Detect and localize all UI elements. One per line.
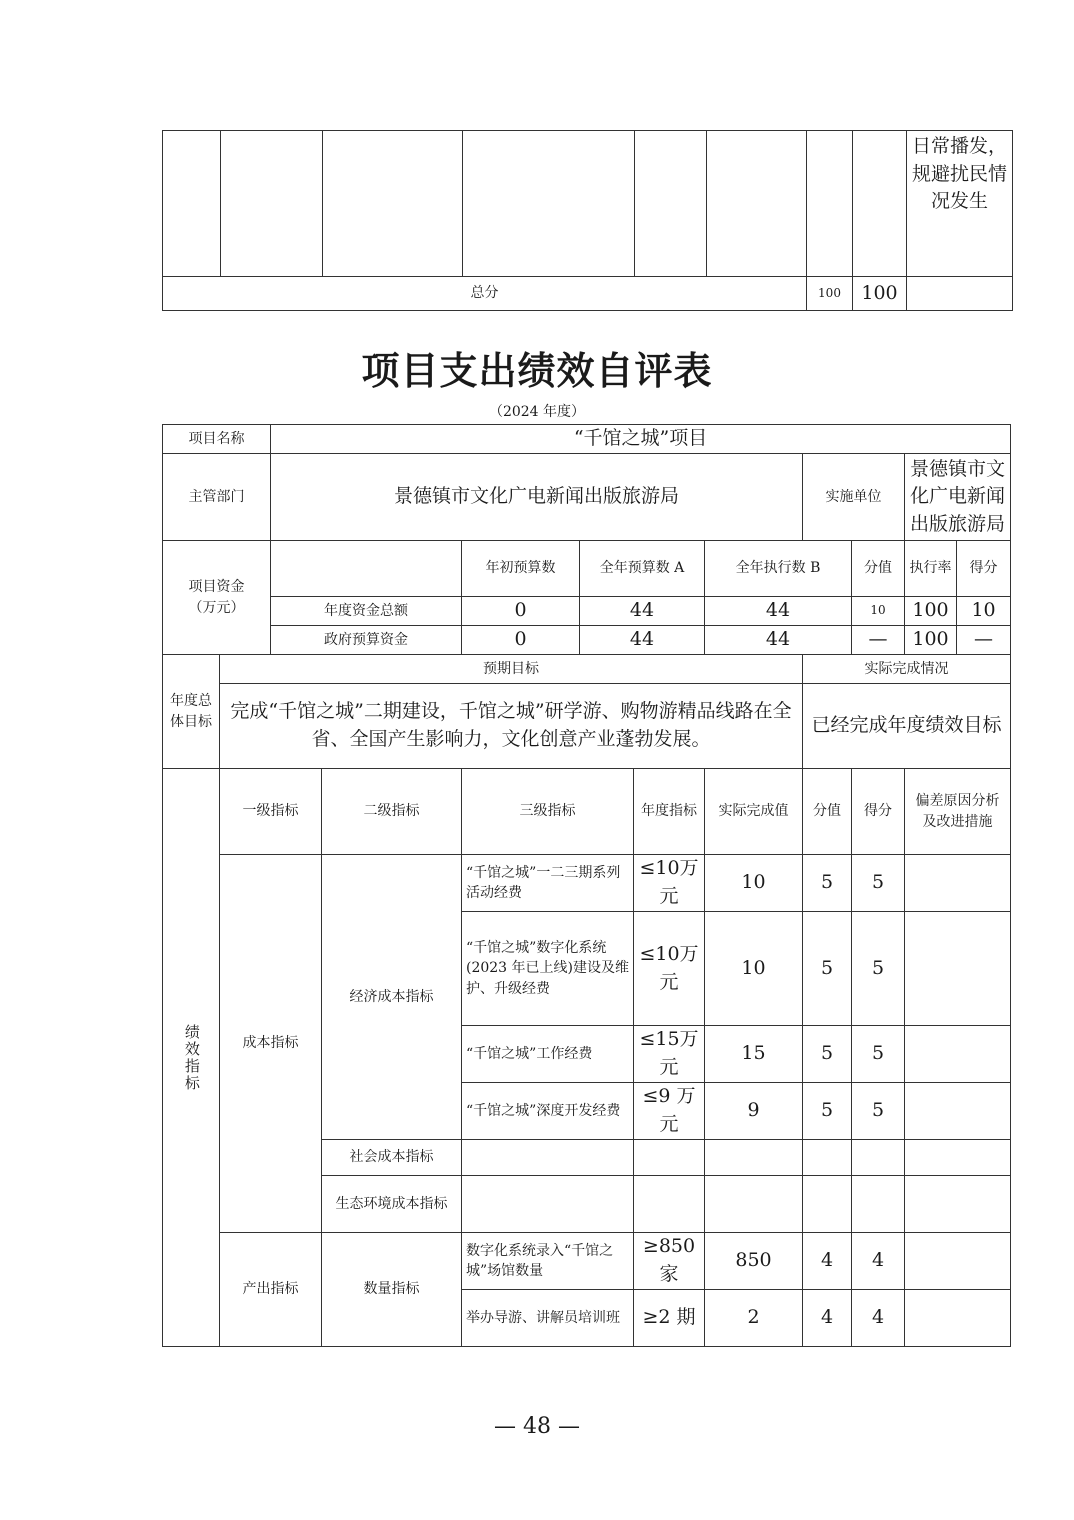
eco-cost-label: 生态环境成本指标 xyxy=(322,1176,462,1233)
indicator-target: ≥2 期 xyxy=(634,1290,705,1347)
funds-row-initial: 0 xyxy=(462,626,580,655)
quantity-indicator-label: 数量指标 xyxy=(322,1233,462,1347)
header-level3: 三级指标 xyxy=(462,769,634,855)
funds-row-score-value: 10 xyxy=(852,597,905,626)
funds-row-rate: 100 xyxy=(905,626,957,655)
indicator-actual: 10 xyxy=(705,855,803,912)
empty-cell xyxy=(907,277,1013,311)
empty-cell xyxy=(705,1140,803,1176)
empty-cell xyxy=(463,131,635,277)
indicator-actual: 850 xyxy=(705,1233,803,1290)
indicator-deviation xyxy=(905,1083,1011,1140)
funds-header-rate: 执行率 xyxy=(905,541,957,597)
indicator-target: ≤9 万元 xyxy=(634,1083,705,1140)
social-cost-label: 社会成本指标 xyxy=(322,1140,462,1176)
indicator-target: ≤10万元 xyxy=(634,855,705,912)
funds-row-executed: 44 xyxy=(705,626,852,655)
indicator-target: ≤10万元 xyxy=(634,912,705,1026)
page-title: 项目支出绩效自评表 xyxy=(361,349,713,393)
page-subtitle: （2024 年度） xyxy=(488,404,586,420)
remark-text: 日常播发，规避扰民情况发生 xyxy=(911,135,1007,213)
funds-label-line1: 项目资金 xyxy=(188,579,245,596)
output-indicator-label: 产出指标 xyxy=(220,1233,322,1347)
empty-cell xyxy=(163,131,221,277)
header-value: 分值 xyxy=(803,769,852,855)
funds-header-initial: 年初预算数 xyxy=(462,541,580,597)
previous-table-fragment xyxy=(162,130,1013,311)
header-deviation: 偏差原因分析及改进措施 xyxy=(905,769,1011,855)
total-score-value: 100 xyxy=(807,277,853,311)
indicator-value: 5 xyxy=(803,912,852,1026)
empty-cell xyxy=(852,1176,905,1233)
project-name: “千馆之城”项目 xyxy=(271,425,1011,454)
total-label: 总分 xyxy=(163,277,807,311)
dept-label: 主管部门 xyxy=(163,454,271,541)
impl-value: 景德镇市文化广电新闻出版旅游局 xyxy=(905,454,1011,541)
funds-row-score: 10 xyxy=(957,597,1011,626)
indicator-deviation xyxy=(905,855,1011,912)
funds-row-annual: 44 xyxy=(580,626,705,655)
indicator-value: 5 xyxy=(803,1026,852,1083)
impl-label: 实施单位 xyxy=(803,454,905,541)
indicator-deviation xyxy=(905,1233,1011,1290)
empty-cell xyxy=(634,1176,705,1233)
indicator-deviation xyxy=(905,912,1011,1026)
dept-value: 景德镇市文化广电新闻出版旅游局 xyxy=(271,454,803,541)
indicator-got: 4 xyxy=(852,1290,905,1347)
indicators-label: 绩效指标 xyxy=(182,1023,201,1092)
actual-goal: 已经完成年度绩效目标 xyxy=(803,684,1011,769)
indicator-name: “千馆之城”工作经费 xyxy=(462,1026,634,1083)
funds-row-name: 政府预算资金 xyxy=(271,626,462,655)
empty-cell xyxy=(323,131,463,277)
indicator-value: 4 xyxy=(803,1233,852,1290)
goals-label: 年度总体目标 xyxy=(163,655,220,769)
empty-cell xyxy=(905,1176,1011,1233)
empty-cell xyxy=(271,541,462,597)
total-score-got: 100 xyxy=(853,277,907,311)
funds-row-score: — xyxy=(957,626,1011,655)
page-number: — 48 — xyxy=(494,1414,580,1439)
empty-cell xyxy=(803,1176,852,1233)
indicator-actual: 2 xyxy=(705,1290,803,1347)
empty-cell xyxy=(462,1176,634,1233)
header-actual: 实际完成值 xyxy=(705,769,803,855)
funds-header-executed: 全年执行数 B xyxy=(705,541,852,597)
indicator-value: 5 xyxy=(803,855,852,912)
funds-label xyxy=(163,541,271,655)
econ-cost-label: 经济成本指标 xyxy=(322,855,462,1140)
indicator-got: 5 xyxy=(852,1026,905,1083)
empty-cell xyxy=(635,131,707,277)
expected-goal-header: 预期目标 xyxy=(220,655,803,684)
indicator-name: “千馆之城”一二三期系列活动经费 xyxy=(462,855,634,912)
indicator-name: 数字化系统录入“千馆之城”场馆数量 xyxy=(462,1233,634,1290)
funds-row-name: 年度资金总额 xyxy=(271,597,462,626)
funds-row-executed: 44 xyxy=(705,597,852,626)
empty-cell xyxy=(634,1140,705,1176)
indicator-name: “千馆之城”数字化系统(2023 年已上线)建设及维护、升级经费 xyxy=(462,912,634,1026)
empty-cell xyxy=(852,1140,905,1176)
indicator-actual: 9 xyxy=(705,1083,803,1140)
indicator-got: 5 xyxy=(852,855,905,912)
indicator-target: ≥850家 xyxy=(634,1233,705,1290)
funds-header-annual: 全年预算数 A xyxy=(580,541,705,597)
indicator-value: 5 xyxy=(803,1083,852,1140)
project-name-label: 项目名称 xyxy=(163,425,271,454)
header-level1: 一级指标 xyxy=(220,769,322,855)
funds-label-line2: （万元） xyxy=(188,599,245,616)
empty-cell xyxy=(853,131,907,277)
indicator-name: “千馆之城”深度开发经费 xyxy=(462,1083,634,1140)
funds-row-rate: 100 xyxy=(905,597,957,626)
funds-row-annual: 44 xyxy=(580,597,705,626)
funds-header-score: 得分 xyxy=(957,541,1011,597)
indicator-got: 5 xyxy=(852,1083,905,1140)
expected-goal: 完成“千馆之城”二期建设，千馆之城”研学游、购物游精品线路在全省、全国产生影响力，文化创意产业蓬勃发展。 xyxy=(220,684,803,769)
funds-row-initial: 0 xyxy=(462,597,580,626)
indicator-name: 举办导游、讲解员培训班 xyxy=(462,1290,634,1347)
cost-indicator-label: 成本指标 xyxy=(220,855,322,1233)
funds-header-score-value: 分值 xyxy=(852,541,905,597)
indicator-value: 4 xyxy=(803,1290,852,1347)
self-evaluation-table xyxy=(162,424,1011,1347)
indicators-section xyxy=(163,769,220,1347)
empty-cell xyxy=(707,131,807,277)
indicator-deviation xyxy=(905,1290,1011,1347)
funds-row-score-value: — xyxy=(852,626,905,655)
indicator-deviation xyxy=(905,1026,1011,1083)
empty-cell xyxy=(803,1140,852,1176)
empty-cell xyxy=(462,1140,634,1176)
actual-goal-header: 实际完成情况 xyxy=(803,655,1011,684)
remark-cell xyxy=(907,131,1013,277)
header-level2: 二级指标 xyxy=(322,769,462,855)
indicator-target: ≤15万元 xyxy=(634,1026,705,1083)
indicator-got: 4 xyxy=(852,1233,905,1290)
header-annual: 年度指标 xyxy=(634,769,705,855)
indicator-actual: 10 xyxy=(705,912,803,1026)
empty-cell xyxy=(221,131,323,277)
empty-cell xyxy=(905,1140,1011,1176)
indicator-actual: 15 xyxy=(705,1026,803,1083)
indicator-got: 5 xyxy=(852,912,905,1026)
empty-cell xyxy=(705,1176,803,1233)
empty-cell xyxy=(807,131,853,277)
header-got: 得分 xyxy=(852,769,905,855)
